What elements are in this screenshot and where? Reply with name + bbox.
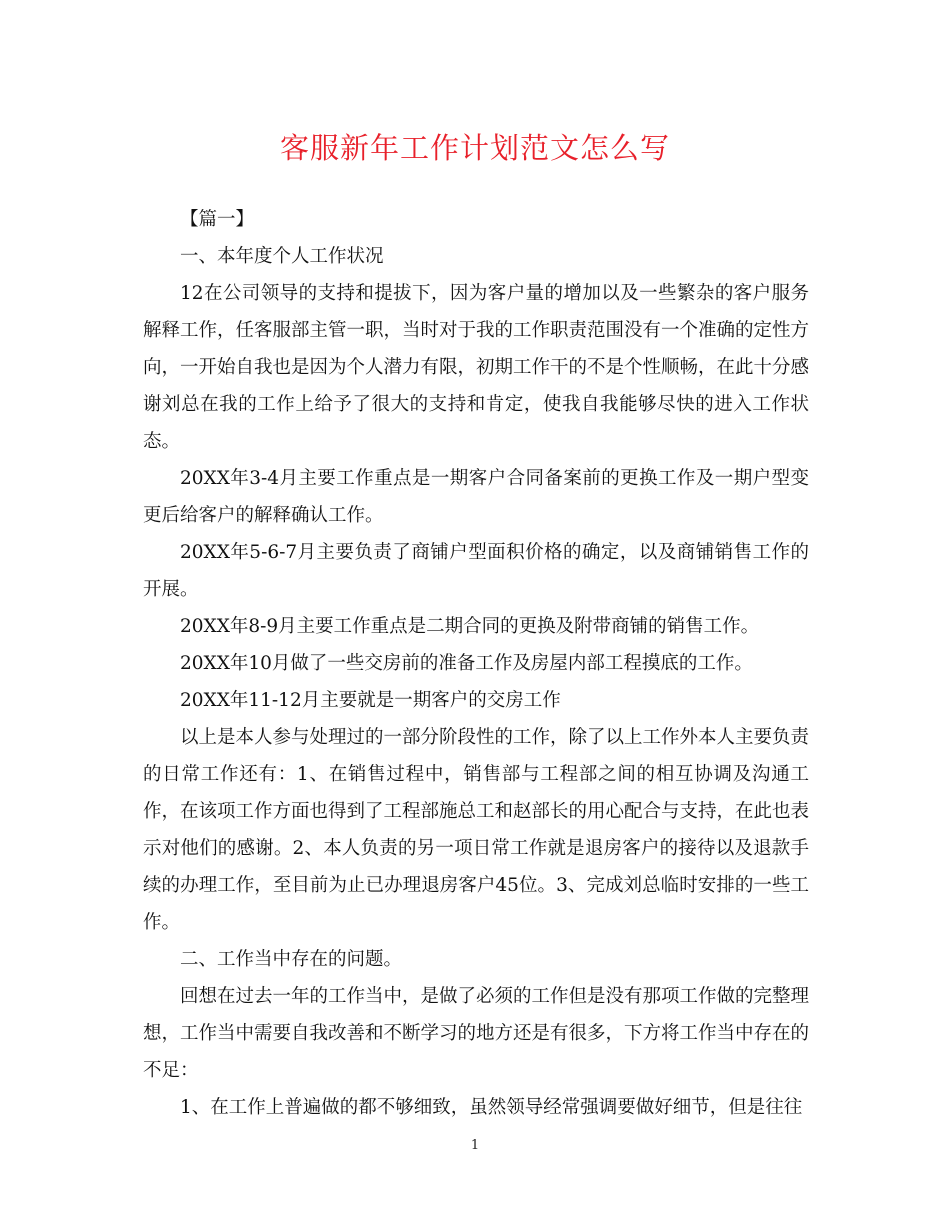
section-marker: 【篇一】 [180,209,255,230]
document-body [143,201,809,1126]
body-paragraph: 20XX年8-9月主要工作重点是二期合同的更换及附带商铺的销售工作。 [180,616,760,637]
section-heading: 一、本年度个人工作状况 [180,246,384,267]
body-paragraph: 1、在工作上普遍做的都不够细致，虽然领导经常强调要做好细节，但是往往 [180,1097,803,1118]
body-paragraph: 20XX年3-4月主要工作重点是一期客户合同备案前的更换工作及一期户型变更后给客户的解释确认工作。 [143,468,809,526]
page-number: 1 [470,1138,480,1153]
body-paragraph: 12在公司领导的支持和提拔下，因为客户量的增加以及一些繁杂的客户服务解释工作，任客服部主管一职，当时对于我的工作职责范围没有一个准确的定性方向，一开始自我也是因为个人潜力有限，初期工作干的不是个性顺畅，在此十分感谢刘总在我的工作上给予了很大的支持和肯定，使我自我能够尽快的进入工作状态。 [143,283,810,452]
body-paragraph: 20XX年5-6-7月主要负责了商铺户型面积价格的确定，以及商铺销售工作的开展。 [143,542,809,600]
document-title: 客服新年工作计划范文怎么写 [279,131,670,165]
body-paragraph: 以上是本人参与处理过的一部分阶段性的工作，除了以上工作外本人主要负责的日常工作还有：1、在销售过程中，销售部与工程部之间的相互协调及沟通工作，在该项工作方面也得到了工程部施总工和赵部长的用心配合与支持，在此也表示对他们的感谢。2、本人负责的另一项日常工作就是退房客户的接待以及退款手续的办理工作，至目前为止已办理退房客户45位。3、完成刘总临时安排的一些工作。 [143,727,810,933]
body-paragraph: 20XX年10月做了一些交房前的准备工作及房屋内部工程摸底的工作。 [180,653,753,674]
body-paragraph: 20XX年11-12月主要就是一期客户的交房工作 [180,690,561,711]
body-paragraph: 回想在过去一年的工作当中，是做了必须的工作但是没有那项工作做的完整理想，工作当中需要自我改善和不断学习的地方还是有很多，下方将工作当中存在的不足： [143,986,810,1081]
section-heading: 二、工作当中存在的问题。 [180,949,403,970]
